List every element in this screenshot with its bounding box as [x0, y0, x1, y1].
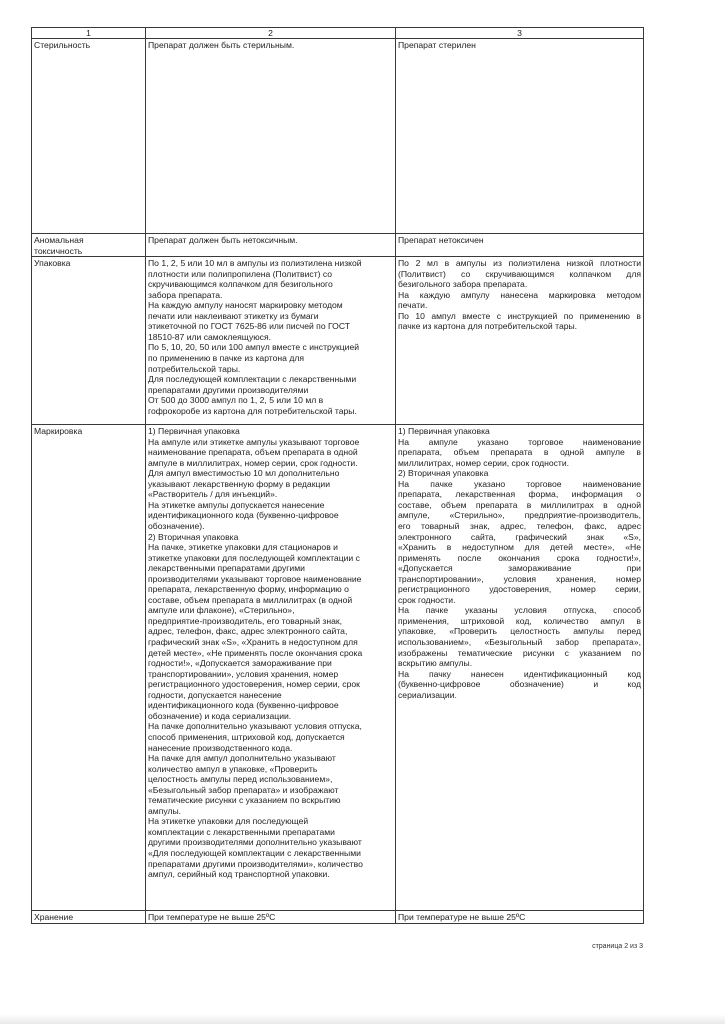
- table-row-toxicity: [32, 234, 644, 257]
- column-number-1: 1: [32, 28, 146, 39]
- result-line: пачке из картона для потребительской тары.: [398, 321, 578, 332]
- requirement-line: На пачке, этикетке упаковки для стационаров и: [148, 542, 338, 553]
- requirement-line: 2) Вторичная упаковка: [148, 531, 239, 542]
- result-cell-sterility: [396, 39, 644, 234]
- result-line: вскрытию ампулы.: [398, 658, 473, 669]
- requirement-line: На ампуле или этикетке ампулы указывают торговое: [148, 436, 360, 447]
- requirement-line: другими производителями дополнительно указывают: [148, 837, 362, 848]
- result-line: (Политвист) со скручивающимся колпачком для: [398, 268, 641, 279]
- requirement-line: комплектации с лекарственными препаратами: [148, 826, 335, 837]
- result-line: использованием», «Безыгольный забор препарата»,: [398, 637, 641, 648]
- requirement-line: ампуле или флаконе), «Стерильно»,: [148, 605, 295, 616]
- result-line: Препарат стерилен: [398, 40, 476, 50]
- requirement-line: «Безыгольный забор препарата» и изображают: [148, 784, 339, 795]
- result-line: препарата, лекарственная форма, информация о: [398, 489, 641, 500]
- requirement-line: «Для последующей комплектации с лекарственными: [148, 847, 361, 858]
- requirement-line: идентификационного кода (буквенно-цифровое: [148, 510, 339, 521]
- requirement-line: забора препарата.: [148, 289, 223, 300]
- result-cell-toxicity: [396, 234, 644, 257]
- table-row-labeling: [32, 425, 644, 911]
- row-name-storage: Хранение: [32, 911, 146, 924]
- requirement-cell-storage: [146, 911, 396, 924]
- specification-table: [31, 27, 644, 924]
- requirement-line: При температуре не выше 25ºС: [148, 912, 276, 923]
- requirement-line: плотности или полипропилена (Политвист) со: [148, 268, 333, 279]
- row-name-labeling: Маркировка: [32, 425, 146, 911]
- result-line: 1) Первичная упаковка: [398, 426, 490, 437]
- result-line: На пачке указаны условия отпуска, способ: [398, 605, 641, 616]
- requirement-line: лекарственными препаратами другими: [148, 563, 305, 574]
- requirement-line: ампул, серийный код транспортной упаковки.: [148, 869, 330, 880]
- requirement-line: гофрокоробе из картона для потребительской тары.: [148, 405, 357, 416]
- row-name-line: токсичность: [34, 245, 83, 256]
- requirement-line: целостность ампулы перед использованием»,: [148, 774, 333, 785]
- requirement-line: нанесение производственного кода.: [148, 742, 293, 753]
- requirement-cell-packaging: [146, 257, 396, 425]
- requirement-line: На пачке для ампул дополнительно указывают: [148, 753, 336, 764]
- result-line: Препарат нетоксичен: [398, 235, 484, 245]
- result-line: применять после окончания срока годности!»,: [398, 552, 641, 563]
- requirement-line: От 500 до 3000 ампул по 1, 2, 5 или 10 мл в: [148, 395, 324, 406]
- row-name-sterility: Стерильность: [32, 39, 146, 234]
- requirement-line: скручивающимся колпачком для безигольного: [148, 279, 333, 290]
- result-line: его товарный знак, адрес, телефон, факс, адрес: [398, 521, 641, 532]
- result-line: миллилитрах, номер серии, срок годности.: [398, 457, 570, 468]
- requirement-line: По 1, 2, 5 или 10 мл в ампулы из полиэтилена низкой: [148, 258, 362, 269]
- result-line: «Хранить в недоступном для детей месте», «Не: [398, 542, 641, 553]
- requirement-line: тематические рисунки с указанием по вскрытию: [148, 795, 341, 806]
- requirement-line: Препарат должен быть стерильным.: [148, 40, 295, 50]
- result-line: упаковке, «Проверить целостность ампулы перед: [398, 626, 641, 637]
- result-cell-storage: [396, 911, 644, 924]
- requirement-line: обозначение).: [148, 521, 205, 532]
- result-line: печати.: [398, 300, 428, 311]
- requirement-line: На каждую ампулу наносят маркировку методом: [148, 300, 343, 311]
- requirement-line: производителями указывают торговое наименование: [148, 573, 362, 584]
- requirement-line: потребительской тары.: [148, 363, 241, 374]
- requirement-line: этикетке упаковки для последующей комплектации с: [148, 552, 360, 563]
- requirement-line: На этикетке ампулы допускается нанесение: [148, 499, 325, 510]
- requirement-line: Для ампул вместимостью 10 мл дополнительно: [148, 468, 340, 479]
- result-line: На каждую ампулу нанесена маркировка методом: [398, 289, 641, 300]
- requirement-line: годности, допускается нанесение: [148, 689, 282, 700]
- requirement-line: ампулы.: [148, 805, 182, 816]
- requirement-line: 1) Первичная упаковка: [148, 426, 240, 437]
- requirement-line: препаратами другими производителями: [148, 384, 309, 395]
- requirement-line: Для последующей комплектации с лекарственными: [148, 374, 357, 385]
- result-line: На пачку нанесен идентификационный код: [398, 668, 641, 679]
- requirement-line: графический знак «S», «Хранить в недоступном для: [148, 637, 358, 648]
- result-line: По 2 мл в ампулы из полиэтилена низкой плотности: [398, 258, 641, 269]
- table-row-packaging: [32, 257, 644, 425]
- result-line: электронного сайта, графический знак «S»,: [398, 531, 641, 542]
- table-row-storage: [32, 911, 644, 924]
- result-line: сериализации.: [398, 689, 457, 700]
- result-line: При температуре не выше 25ºС: [398, 912, 526, 923]
- requirement-line: по применению в пачке из картона для: [148, 353, 305, 364]
- requirement-line: На этикетке упаковки для последующей: [148, 816, 309, 827]
- table-header-row: [32, 28, 644, 39]
- result-line: составе, объем препарата в миллилитрах в одной: [398, 499, 641, 510]
- requirement-line: На пачке дополнительно указывают условия отпуска,: [148, 721, 362, 732]
- result-line: безигольного забора препарата.: [398, 279, 528, 290]
- result-line: регистрационного удостоверения, номер серии,: [398, 584, 641, 595]
- requirement-line: печати или наклеивают этикетку из бумаги: [148, 310, 319, 321]
- result-line: По 10 ампул вместе с инструкцией по применению в: [398, 310, 641, 321]
- requirement-line: По 5, 10, 20, 50 или 100 ампул вместе с инструкцией: [148, 342, 360, 353]
- requirement-line: ампуле в миллилитрах, номер серии, срок годности.: [148, 457, 358, 468]
- requirement-line: количество ампул в упаковке, «Проверить: [148, 763, 318, 774]
- column-number-2: 2: [146, 28, 396, 39]
- requirement-cell-sterility: [146, 39, 396, 234]
- page-number: страница 2 из 3: [592, 943, 643, 950]
- requirement-line: идентификационного кода (буквенно-цифровое: [148, 700, 339, 711]
- requirement-line: указывают лекарственную форму в редакции: [148, 478, 330, 489]
- result-line: На пачке указано торговое наименование: [398, 478, 641, 489]
- row-name-packaging: Упаковка: [32, 257, 146, 425]
- result-cell-packaging: [396, 257, 644, 425]
- result-cell-labeling: [396, 425, 644, 911]
- requirement-line: транспортировании», условия хранения, номер: [148, 668, 339, 679]
- requirement-line: составе, объем препарата в миллилитрах (в одной: [148, 594, 353, 605]
- requirement-line: препаратами другими производителями», количество: [148, 858, 363, 869]
- requirement-line: годности!», «Допускается замораживание при: [148, 658, 332, 669]
- result-line: «Допускается замораживание при: [398, 563, 641, 574]
- requirement-line: обозначение) и кода сериализации.: [148, 710, 292, 721]
- requirement-line: адрес, телефон, факс, адрес электронного сайта,: [148, 626, 348, 637]
- result-line: 2) Вторичная упаковка: [398, 468, 489, 479]
- requirement-line: детей месте», «Не применять после окончания срока: [148, 647, 363, 658]
- result-line: срок годности.: [398, 594, 456, 605]
- result-line: ампуле, «Стерильно», предприятие-производитель,: [398, 510, 641, 521]
- requirement-line: 18510-87 или самоклеящуюся.: [148, 331, 272, 342]
- result-line: На ампуле указано торговое наименование: [398, 436, 641, 447]
- column-number-3: 3: [396, 28, 644, 39]
- requirement-line: предприятие-производитель, его товарный знак,: [148, 615, 342, 626]
- requirement-cell-toxicity: [146, 234, 396, 257]
- requirement-line: «Растворитель / для инъекций».: [148, 489, 278, 500]
- table-row-sterility: [32, 39, 644, 234]
- result-line: изображены тематические рисунки с указанием по: [398, 647, 641, 658]
- page-bottom-edge: [0, 1014, 725, 1024]
- result-line: транспортировании», условия хранения, номер: [398, 573, 641, 584]
- row-name-line: Аномальная: [34, 235, 84, 245]
- requirement-line: этикеточной по ГОСТ 7625-86 или писчей по ГОСТ: [148, 321, 351, 332]
- requirement-cell-labeling: [146, 425, 396, 911]
- result-line: препарата, объем препарата в одной ампуле в: [398, 447, 641, 458]
- requirement-line: регистрационного удостоверения, номер серии, срок: [148, 679, 360, 690]
- result-line: применения, штриховой код, количество ампул в: [398, 615, 641, 626]
- result-line: (буквенно-цифровое обозначение) и код: [398, 679, 641, 690]
- requirement-line: наименование препарата, объем препарата в одной: [148, 447, 358, 458]
- requirement-line: Препарат должен быть нетоксичным.: [148, 235, 298, 245]
- row-name-toxicity: [32, 234, 146, 257]
- requirement-line: способ применения, штриховой код, допускается: [148, 731, 345, 742]
- requirement-line: препарата, лекарственную форму, информацию о: [148, 584, 349, 595]
